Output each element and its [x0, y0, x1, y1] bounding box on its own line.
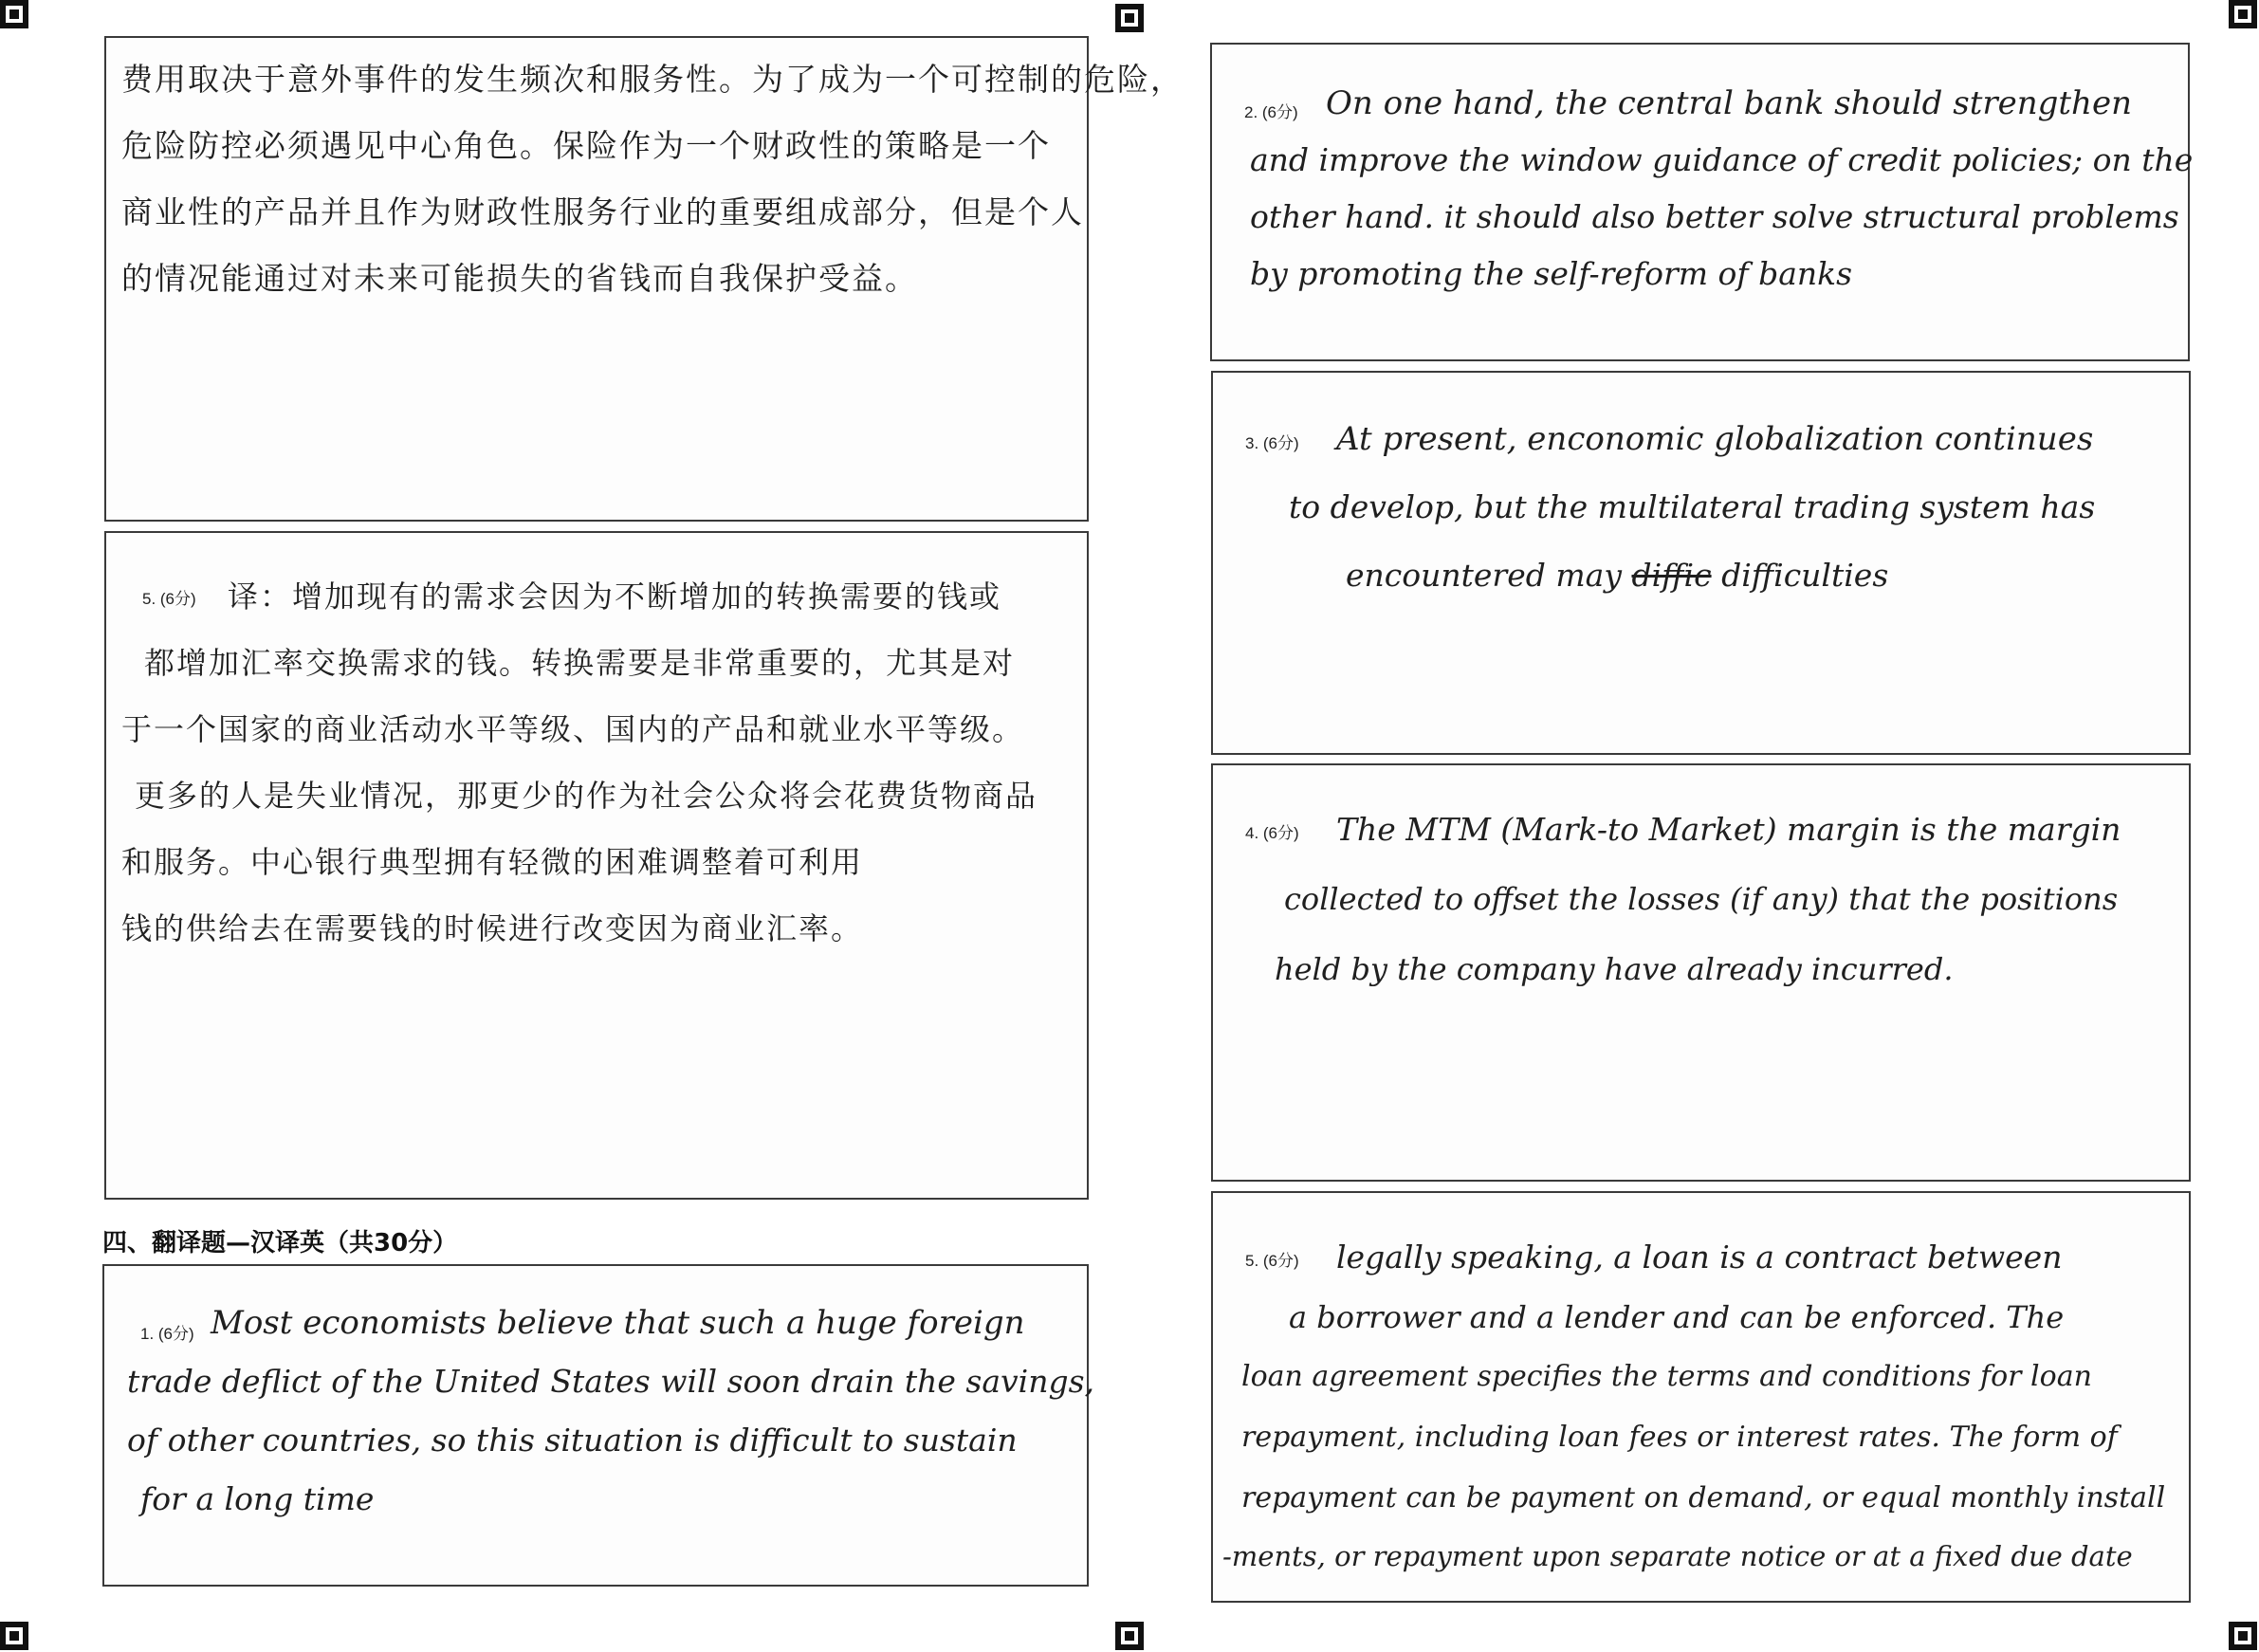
- corner-marker-top-right: [2229, 0, 2257, 28]
- answer-line: 费用取决于意外事件的发生频次和服务性。为了成为一个可控制的危险，: [121, 61, 1184, 98]
- answer-line: 和服务。中心银行典型拥有轻微的困难调整着可利用: [121, 844, 864, 880]
- answer-line: for a long time: [140, 1480, 375, 1517]
- answer-line: At present, enconomic globalization continues: [1336, 420, 2094, 458]
- question-number: 5. (6分): [1245, 1252, 1299, 1270]
- answer-box-q1: [102, 1264, 1095, 1587]
- answer-box-q4: [1211, 763, 2191, 1182]
- corner-marker-top-center: [1115, 4, 1144, 32]
- answer-line: collected to offset the losses (if any) that the positions: [1284, 881, 2119, 917]
- question-number: 4. (6分): [1245, 824, 1299, 842]
- answer-line: 商业性的产品并且作为财政性服务行业的重要组成部分，但是个人: [121, 193, 1084, 230]
- answer-line: 危险防控必须遇见中心角色。保险作为一个财政性的策略是一个: [121, 127, 1051, 164]
- answer-line: 的情况能通过对未来可能损失的省钱而自我保护受益。: [121, 260, 918, 297]
- answer-line: 更多的人是失业情况，那更少的作为社会公众将会花费货物商品: [135, 778, 1038, 814]
- section-heading: 四、翻译题—汉译英（共30分）: [102, 1229, 458, 1257]
- corner-marker-bottom-left: [0, 1622, 28, 1650]
- answer-line: repayment can be payment on demand, or equal monthly install: [1241, 1481, 2166, 1514]
- answer-text: encountered may: [1346, 557, 1622, 594]
- answer-line: to develop, but the multilateral trading system has: [1289, 488, 2096, 525]
- corner-marker-bottom-right: [2229, 1622, 2257, 1650]
- answer-line: other hand. it should also better solve structural problems: [1250, 198, 2179, 235]
- answer-line: 于一个国家的商业活动水平等级、国内的产品和就业水平等级。: [121, 711, 1025, 747]
- answer-line: On one hand, the central bank should strengthen: [1326, 84, 2132, 122]
- answer-box-q5-left: [104, 531, 1089, 1200]
- answer-line: The MTM (Mark-to Market) margin is the margin: [1336, 811, 2121, 848]
- answer-line: -ments, or repayment upon separate notice or at a fixed due date: [1222, 1540, 2133, 1572]
- question-number: 1. (6分): [140, 1325, 194, 1343]
- answer-line: by promoting the self-reform of banks: [1250, 255, 1853, 292]
- answer-line: loan agreement specifies the terms and conditions for loan: [1241, 1360, 2092, 1393]
- answer-line: [1346, 557, 1888, 594]
- answer-text: difficulties: [1721, 557, 1889, 594]
- answer-line: 译：增加现有的需求会因为不断增加的转换需要的钱或: [228, 578, 1002, 615]
- answer-box-q3: [1211, 371, 2191, 755]
- corner-marker-bottom-center: [1115, 1622, 1144, 1650]
- corner-marker-top-left: [0, 0, 28, 28]
- answer-box-q5-right: [1211, 1191, 2191, 1603]
- answer-box-continued: [104, 36, 1184, 522]
- question-number: 3. (6分): [1245, 434, 1299, 452]
- answer-line: trade deflict of the United States will soon drain the savings,: [127, 1363, 1095, 1400]
- answer-line: 钱的供给去在需要钱的时候进行改变因为商业汇率。: [121, 910, 864, 946]
- answer-box-q2: [1210, 43, 2194, 361]
- crossed-out-text: diffic: [1631, 557, 1712, 594]
- answer-line: Most economists believe that such a huge foreign: [211, 1304, 1025, 1342]
- question-number: 5. (6分): [142, 590, 196, 608]
- answer-line: legally speaking, a loan is a contract between: [1336, 1239, 2063, 1276]
- answer-line: held by the company have already incurred.: [1275, 951, 1954, 987]
- answer-line: 都增加汇率交换需求的钱。转换需要是非常重要的，尤其是对: [144, 645, 1016, 681]
- answer-line: and improve the window guidance of credit policies; on the: [1250, 141, 2194, 178]
- answer-line: repayment, including loan fees or interest rates. The form of: [1241, 1421, 2118, 1454]
- question-number: 2. (6分): [1244, 103, 1298, 121]
- answer-line: a borrower and a lender and can be enforced. The: [1289, 1299, 2065, 1335]
- answer-line: of other countries, so this situation is difficult to sustain: [127, 1422, 1018, 1459]
